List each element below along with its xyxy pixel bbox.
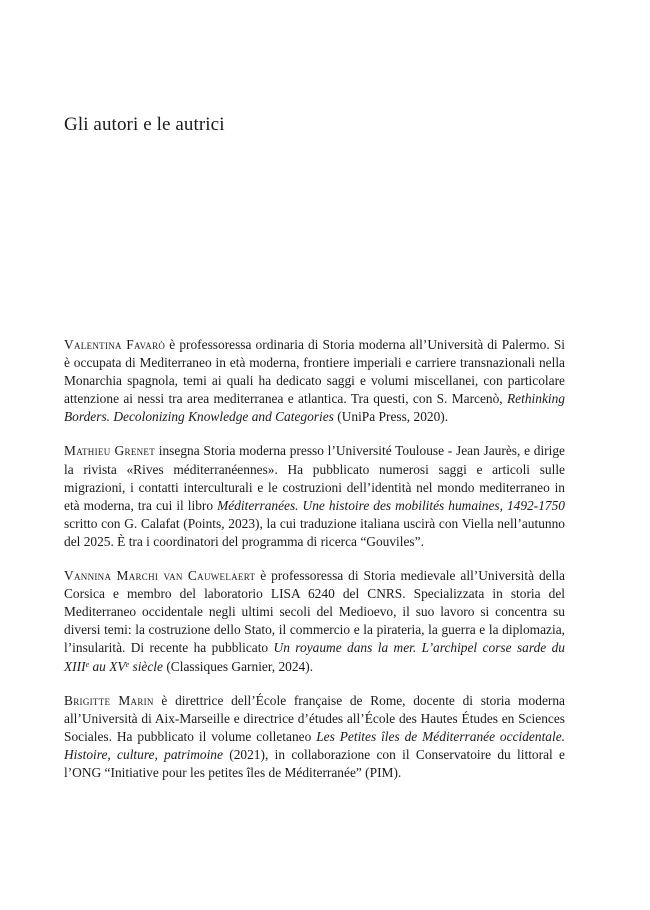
page-title: Gli autori e le autrici: [64, 114, 225, 135]
bio-text-run: (Classiques Garnier, 2024).: [162, 658, 314, 674]
bio-text-run: insegna Storia moderna presso l’Université Toulouse - Jean Jaurès, e dirige la rivista «Rives méditerranéennes». Ha pubblicato numerosi saggi e articoli sulle migrazioni, i contatti interculturali e le costruzioni dell’identità nel mondo mediterraneo in età moderna, tra cui il libro: [64, 443, 565, 513]
italic-title: Méditerranées. Une histoire des mobilités humaines, 1492-1750: [217, 497, 565, 513]
italic-title: siècle: [129, 658, 163, 674]
italic-title: au XV: [89, 658, 126, 674]
italic-title: Rethinking Borders. Decolonizing Knowledge and Categories: [64, 391, 565, 425]
superscript-text: e: [85, 659, 90, 669]
bio-text-run: è direttrice dell’École française de Rome, docente di storia moderna all’Università di Aix-Marseille e directrice d’études all’École des Hautes Études en Sciences Sociales. Ha pubblicato il volume colletaneo: [64, 692, 565, 744]
author-bio: [64, 692, 565, 782]
bio-text-run: (2021), in collaborazione con il Conservatoire du littoral e l’ONG “Initiative pour les petites îles de Méditerranée” (PIM).: [64, 746, 565, 780]
italic-title: Les Petites îles de Méditerranée occidentale. Histoire, culture, patrimoine: [64, 728, 565, 762]
author-name: Brigitte Marin: [64, 692, 154, 708]
author-name: Valentina Favarò: [64, 337, 166, 352]
bio-text-run: è professoressa ordinaria di Storia moderna all’Università di Palermo. Si è occupata di Mediterraneo in età moderna, frontiere imperiali e carriere transnazionali nella Monarchia spagnola, temi ai quali ha dedicato saggi e volumi miscellanei, con particolare attenzione ai nessi tra area mediterranea e atlantica. Tra questi, con S. Marcenò,: [64, 337, 565, 407]
bio-text: [64, 443, 565, 548]
bio-text: [64, 568, 565, 673]
superscript-text: e: [125, 659, 130, 669]
author-name: Vannina Marchi van Cauwelaert: [64, 568, 256, 584]
bio-text-run: (UniPa Press, 2020).: [333, 409, 449, 425]
author-bios: [64, 336, 565, 798]
author-bio: [64, 442, 565, 551]
author-name: Mathieu Grenet: [64, 443, 156, 459]
author-bio: [64, 336, 565, 426]
author-bio: [64, 567, 565, 676]
italic-title: Un royaume dans la mer. L’archipel corse sarde du XIII: [64, 640, 565, 674]
bio-text-run: scritto con G. Calafat (Points, 2023), la cui traduzione italiana uscirà con Viella nell’autunno del 2025. È tra i coordinatori del programma di ricerca “Gouviles”.: [64, 515, 565, 549]
bio-text-run: è professoressa di Storia medievale all’Università della Corsica e membro del laboratorio LISA 6240 del CNRS. Specializzata in storia del Mediterraneo occidentale negli ultimi secoli del Medioevo, il suo lavoro si concentra su diversi temi: la costruzione dello Stato, il commercio e la pirateria, la guerra e la diplomazia, l’insularità. Di recente ha pubblicato: [64, 568, 565, 656]
